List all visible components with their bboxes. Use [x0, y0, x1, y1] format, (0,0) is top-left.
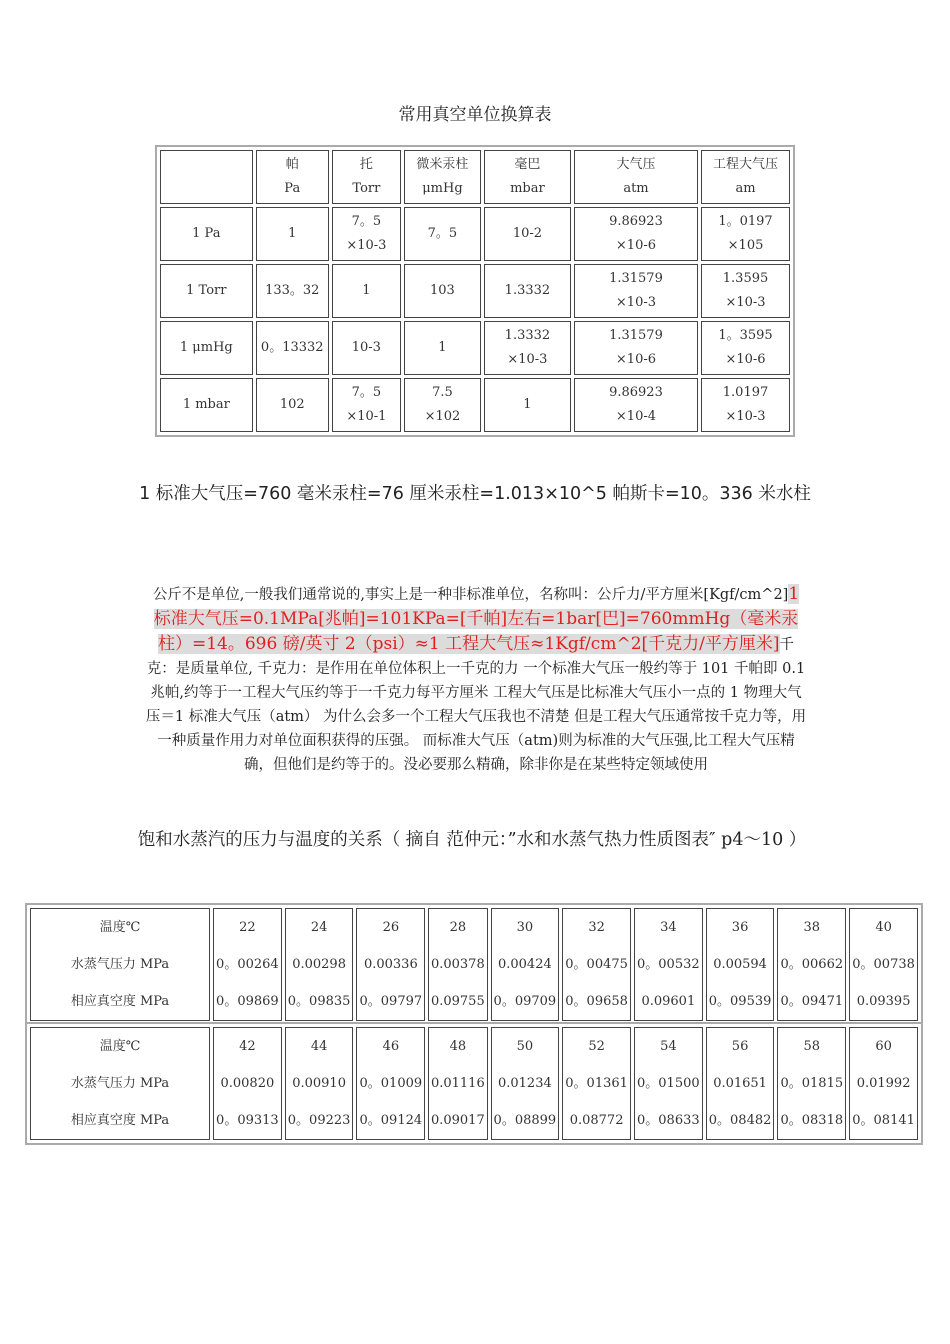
cell-line: 帕 — [285, 157, 299, 172]
row-label: 温度℃ — [99, 920, 141, 935]
table-cell — [404, 150, 481, 204]
data-column — [356, 1027, 425, 1140]
table-cell — [160, 207, 253, 261]
cell-line: 毫巴 — [514, 157, 541, 172]
pressure-value: 0.01116 — [430, 1076, 485, 1091]
cell-line: 1 — [523, 397, 532, 412]
vacuum-value: 0。09709 — [493, 994, 557, 1009]
cell-line: 1 — [438, 340, 447, 355]
data-column — [285, 908, 354, 1021]
table-cell — [404, 321, 481, 375]
pressure-value: 0.00820 — [220, 1076, 275, 1091]
table-row — [30, 1027, 918, 1140]
pressure-value: 0.01992 — [856, 1076, 911, 1091]
cell-line: 1.3595 — [722, 271, 769, 286]
cell-line: mbar — [510, 181, 545, 196]
cell-line: 0。13332 — [260, 340, 324, 355]
cell-line: 7。5 — [351, 385, 382, 400]
temps-value: 52 — [588, 1039, 605, 1054]
conversion-table — [155, 145, 795, 437]
data-column — [777, 1027, 846, 1140]
cell-line: μmHg — [422, 181, 463, 196]
vacuum-value: 0。09223 — [287, 1113, 351, 1128]
vacuum-value: 0。08318 — [780, 1113, 844, 1128]
data-column — [562, 1027, 631, 1140]
temps-value: 38 — [803, 920, 821, 935]
row-label: 相应真空度 MPa — [70, 1113, 170, 1128]
table-cell — [484, 264, 571, 318]
table-cell — [332, 378, 401, 432]
row-labels — [30, 1027, 210, 1140]
page-title: 常用真空单位换算表 — [398, 105, 552, 125]
cell-line: 微米汞柱 — [416, 157, 469, 172]
temps-value: 40 — [875, 920, 892, 935]
temps-value: 60 — [875, 1039, 892, 1054]
data-column — [777, 908, 846, 1021]
temps-value: 36 — [731, 920, 749, 935]
pressure-value: 0。00264 — [216, 957, 279, 972]
cell-line: 1.0197 — [722, 385, 769, 400]
highlighted-formula: 1 标准大气压=0.1MPa[兆帕]=101KPa=[千帕]左右=1bar[巴]=760mmHg（毫米汞柱）=14。696 磅/英寸 2（psi）≈1 工程大气压≈1Kgf/cm^2[千克力/平方厘米] — [153, 584, 800, 654]
temps-value: 54 — [660, 1039, 677, 1054]
table-cell — [332, 264, 401, 318]
vacuum-value: 0.08772 — [569, 1113, 624, 1128]
vacuum-value: 0。08482 — [708, 1113, 772, 1128]
row-label: 水蒸气压力 MPa — [70, 957, 170, 972]
row-label: 水蒸气压力 MPa — [70, 1076, 170, 1091]
cell-line: 10-3 — [351, 340, 381, 355]
steam-table-title: 饱和水蒸汽的压力与温度的关系（ 摘自 范仲元：”水和水蒸气热力性质图表″ p4～10 ） — [137, 830, 807, 850]
cell-line: 9.86923 — [609, 385, 663, 400]
paragraph-text-1: 公斤不是单位,一般我们通常说的,事实上是一种非标准单位，名称叫：公斤力/平方厘米[Kgf/cm^2] — [152, 587, 789, 603]
table-cell — [160, 321, 253, 375]
vacuum-value: 0.09017 — [430, 1113, 485, 1128]
data-column — [356, 908, 425, 1021]
temps-value: 42 — [239, 1039, 256, 1054]
temps-value: 56 — [731, 1039, 749, 1054]
cell-line: ×10-6 — [725, 352, 766, 367]
cell-line: ×10-4 — [615, 409, 657, 424]
cell-line: 工程大气压 — [713, 157, 779, 172]
data-column — [213, 908, 282, 1021]
header-row — [160, 150, 790, 204]
temps-value: 58 — [803, 1039, 821, 1054]
table-cell — [701, 150, 790, 204]
pressure-value: 0。01361 — [565, 1076, 628, 1091]
table-cell — [404, 207, 481, 261]
cell-line: ×10-6 — [615, 352, 657, 367]
pressure-value: 0。00532 — [637, 957, 700, 972]
table-row — [160, 207, 790, 261]
temps-value: 30 — [516, 920, 534, 935]
cell-line: ×10-3 — [725, 295, 766, 310]
vacuum-value: 0。09471 — [780, 994, 844, 1009]
cell-line: 103 — [430, 283, 455, 298]
cell-line: ×105 — [727, 238, 764, 253]
table-cell — [404, 378, 481, 432]
cell-line: Pa — [284, 181, 301, 196]
paragraph-text-2: 千克：是质量单位, 千克力：是作用在单位体积上一千克的力 一个标准大气压一般约等于 101 千帕即 0.1 兆帕,约等于一工程大气压约等于一千克力每平方厘米 工程大气压是比标准大气压小一点的 1 物理大气压＝1 标准大气压（atm） 为什么会多一个工程大气压我也不清楚 但是工程大气压通常按千克力等，用一种质量作用力对单位面积获得的压强。 而标准大气压（atm)则为标准的大气压强,比工程大气压精确，但他们是约等于的。没必要那么精确，除非你是在某些特定领域使用 — [145, 637, 807, 773]
data-column — [849, 1027, 918, 1140]
explanation-paragraph — [145, 582, 807, 777]
table-cell — [332, 207, 401, 261]
table-cell — [160, 378, 253, 432]
table-cell — [256, 378, 329, 432]
temps-value: 22 — [239, 920, 256, 935]
cell-line: 1.3332 — [504, 283, 551, 298]
vacuum-value: 0。09797 — [359, 994, 423, 1009]
temps-value: 24 — [310, 920, 328, 935]
pressure-value: 0。00475 — [565, 957, 628, 972]
cell-line: 1 — [288, 226, 297, 241]
cell-line: 1 μmHg — [179, 340, 233, 355]
steam-table-2 — [25, 1022, 923, 1145]
data-column — [428, 908, 487, 1021]
cell-line: 7。5 — [427, 226, 458, 241]
table-cell — [484, 378, 571, 432]
cell-line: 1.31579 — [609, 328, 663, 343]
pressure-value: 0。00738 — [852, 957, 915, 972]
cell-line: 102 — [279, 397, 305, 412]
table-cell — [256, 321, 329, 375]
table-cell — [256, 207, 329, 261]
temps-value: 50 — [516, 1039, 534, 1054]
table-cell — [701, 264, 790, 318]
vacuum-value: 0。09124 — [359, 1113, 423, 1128]
pressure-value: 0。01815 — [780, 1076, 844, 1091]
data-column — [213, 1027, 282, 1140]
pressure-value: 0。01009 — [359, 1076, 423, 1091]
table-cell — [332, 321, 401, 375]
cell-line: 7。5 — [351, 214, 382, 229]
vacuum-value: 0。09313 — [216, 1113, 279, 1128]
temps-value: 46 — [382, 1039, 400, 1054]
data-column — [428, 1027, 487, 1140]
table-cell — [484, 150, 571, 204]
cell-line: ×102 — [424, 409, 461, 424]
cell-line: 1 mbar — [182, 397, 230, 412]
cell-line: 1。0197 — [718, 214, 773, 229]
cell-line: 1 — [362, 283, 371, 298]
temps-value: 44 — [310, 1039, 328, 1054]
row-labels — [30, 908, 210, 1021]
table-row — [30, 908, 918, 1021]
temps-value: 26 — [382, 920, 400, 935]
vacuum-value: 0。09835 — [287, 994, 351, 1009]
pressure-value: 0。01500 — [637, 1076, 700, 1091]
data-column — [706, 1027, 775, 1140]
temps-value: 32 — [588, 920, 605, 935]
cell-line: ×10-3 — [507, 352, 548, 367]
cell-line: Torr — [352, 181, 381, 196]
table-cell — [701, 207, 790, 261]
cell-line: ×10-3 — [725, 409, 766, 424]
table-cell — [160, 264, 253, 318]
cell-line: 1 Torr — [186, 283, 227, 298]
data-column — [706, 908, 775, 1021]
cell-line: ×10-3 — [346, 238, 387, 253]
table-row — [160, 264, 790, 318]
cell-line: 9.86923 — [609, 214, 663, 229]
vacuum-value: 0.09755 — [430, 994, 485, 1009]
temps-value: 28 — [449, 920, 467, 935]
table-cell — [574, 321, 698, 375]
cell-line: ×10-6 — [615, 238, 657, 253]
atmosphere-formula: 1 标准大气压=760 毫米汞柱=76 厘米汞柱=1.013×10^5 帕斯卡=10。336 米水柱 — [139, 484, 811, 504]
cell-line: 托 — [359, 157, 373, 172]
table-cell — [404, 264, 481, 318]
table-row — [160, 378, 790, 432]
table-cell — [574, 264, 698, 318]
pressure-value: 0.00910 — [292, 1076, 346, 1091]
pressure-value: 0.00378 — [430, 957, 485, 972]
table-row — [160, 321, 790, 375]
vacuum-value: 0。08633 — [637, 1113, 700, 1128]
pressure-value: 0.00424 — [497, 957, 552, 972]
temps-value: 48 — [449, 1039, 467, 1054]
cell-line: 1 Pa — [192, 226, 221, 241]
data-column — [285, 1027, 354, 1140]
data-column — [634, 908, 703, 1021]
vacuum-value: 0.09601 — [641, 994, 696, 1009]
table-cell — [256, 264, 329, 318]
cell-line: 1。3595 — [718, 328, 773, 343]
row-label: 温度℃ — [99, 1039, 141, 1054]
table-cell — [574, 150, 698, 204]
table-cell — [574, 378, 698, 432]
steam-table-1 — [25, 903, 923, 1026]
data-column — [491, 908, 560, 1021]
cell-line: 1.31579 — [609, 271, 663, 286]
table-cell — [701, 321, 790, 375]
vacuum-value: 0。08141 — [852, 1113, 915, 1128]
vacuum-value: 0。09869 — [216, 994, 279, 1009]
table-cell — [332, 150, 401, 204]
pressure-value: 0.00298 — [292, 957, 346, 972]
pressure-value: 0.00336 — [363, 957, 418, 972]
vacuum-value: 0。09539 — [708, 994, 772, 1009]
cell-line: am — [735, 181, 756, 196]
pressure-value: 0.01651 — [713, 1076, 767, 1091]
data-column — [634, 1027, 703, 1140]
data-column — [491, 1027, 560, 1140]
cell-line: 133。32 — [265, 283, 320, 298]
vacuum-value: 0。08899 — [493, 1113, 557, 1128]
row-label: 相应真空度 MPa — [70, 994, 170, 1009]
cell-line: atm — [623, 181, 649, 196]
data-column — [849, 908, 918, 1021]
cell-line: 10-2 — [512, 226, 543, 241]
cell-line: 大气压 — [616, 157, 656, 172]
table-cell — [701, 378, 790, 432]
pressure-value: 0.01234 — [497, 1076, 552, 1091]
cell-line: 7.5 — [432, 385, 453, 400]
cell-line: ×10-1 — [346, 409, 387, 424]
table-cell — [160, 150, 253, 204]
pressure-value: 0.00594 — [713, 957, 767, 972]
table-cell — [484, 207, 571, 261]
cell-line: ×10-3 — [615, 295, 657, 310]
table-cell — [256, 150, 329, 204]
temps-value: 34 — [660, 920, 677, 935]
vacuum-value: 0.09395 — [856, 994, 911, 1009]
pressure-value: 0。00662 — [780, 957, 844, 972]
data-column — [562, 908, 631, 1021]
table-cell — [484, 321, 571, 375]
vacuum-value: 0。09658 — [565, 994, 628, 1009]
table-cell — [574, 207, 698, 261]
cell-line: 1.3332 — [504, 328, 551, 343]
